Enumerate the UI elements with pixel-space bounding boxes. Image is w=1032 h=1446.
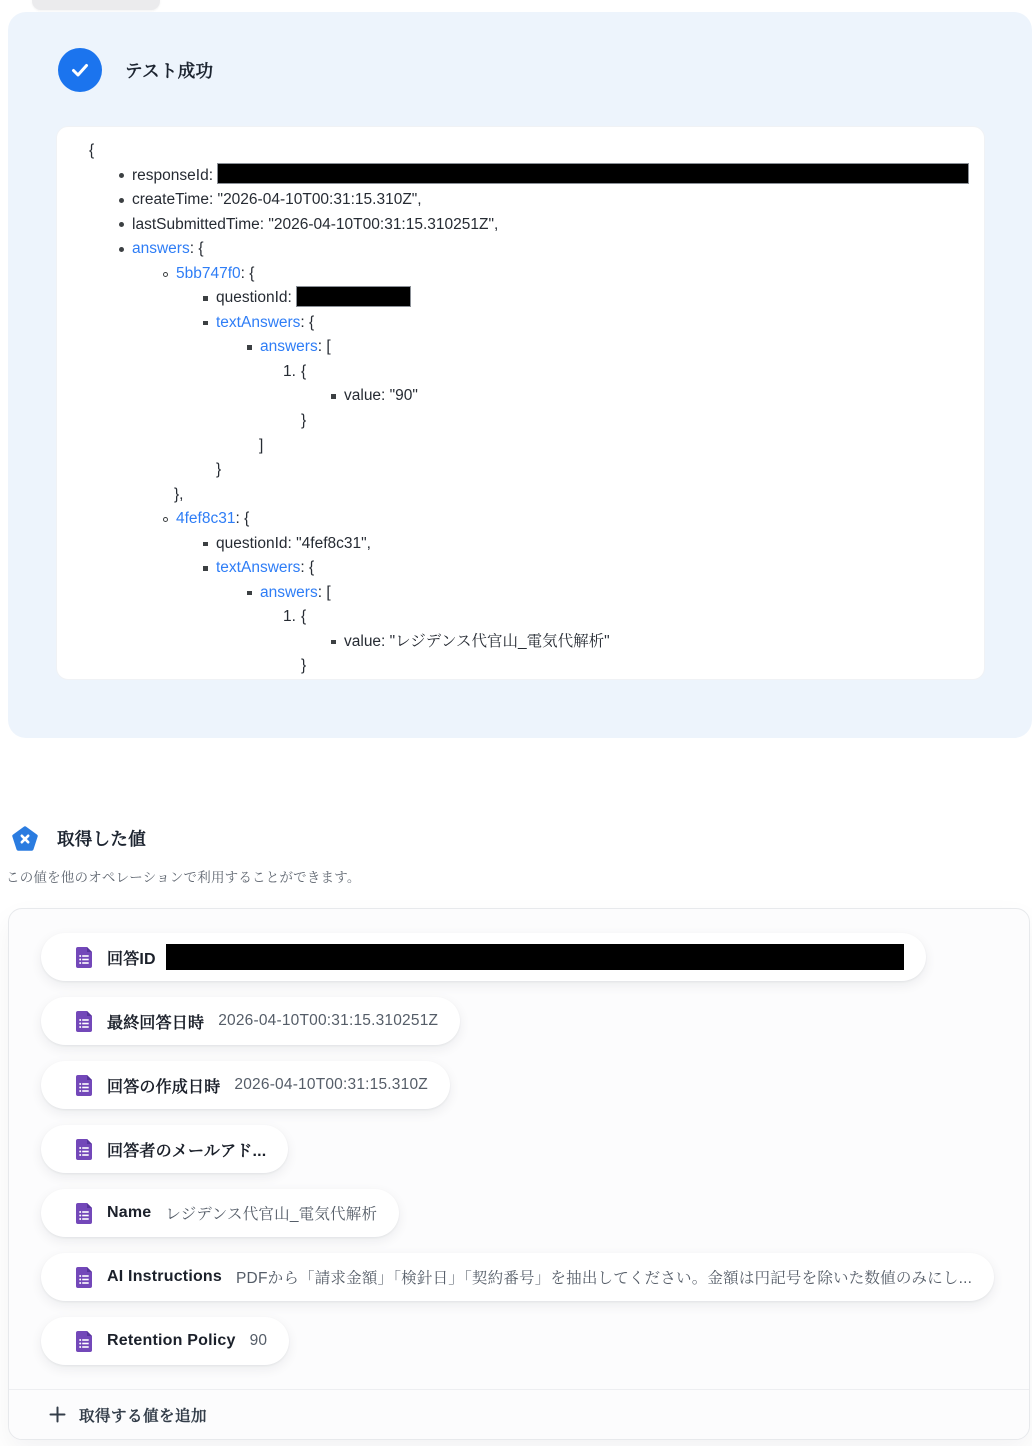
square-bullet-icon [327,630,340,655]
list-number: 1. [283,608,296,626]
value-chip-label: 回答の作成日時 [107,1078,221,1096]
value-chip[interactable] [41,933,926,981]
json-line [89,237,974,262]
json-line [89,335,974,360]
json-key-toggle[interactable]: textAnswers [216,559,301,577]
json-line [89,262,974,287]
list-number: 1. [283,362,296,380]
disc-bullet-icon [115,188,128,213]
value-chip-label: AI Instructions [107,1268,223,1285]
values-section-subtitle: この値を他のオペレーションで利用することができます。 [6,870,361,885]
square-bullet-icon [243,581,256,606]
json-line [89,311,974,336]
json-text: value: "90" [344,387,418,405]
value-chip-label: 回答者のメールアド... [107,1142,267,1160]
test-success-card [8,12,1032,738]
json-line [89,483,974,508]
values-section-title: 取得した値 [57,829,146,849]
json-line [89,360,974,385]
json-key-toggle[interactable]: answers [132,240,190,258]
json-text: lastSubmittedTime: "2026-04-10T00:31:15.310251Z", [132,215,499,233]
json-line [89,213,974,238]
value-chip-list [9,909,1029,1365]
json-line [89,654,974,679]
google-forms-icon [75,1202,93,1225]
json-text: } [301,412,307,430]
json-text: { [301,608,307,626]
square-bullet-icon [327,384,340,409]
square-bullet-icon [199,532,212,557]
pentagon-x-icon [12,826,38,851]
json-text: : [ [317,583,331,601]
json-text: { [301,362,307,380]
json-text: : { [300,559,315,577]
json-line [89,286,974,311]
value-chip-value: PDFから「請求金額」「検針日」「契約番号」を抽出してください。金額は円記号を除いた数値のみにし... [236,1270,973,1287]
json-text: : { [300,313,315,331]
value-chip-value: 90 [249,1332,268,1349]
json-text: ] [259,436,264,454]
json-text: : { [189,240,204,258]
json-text: } [216,461,222,479]
cutoff-element [32,0,160,10]
add-value-button[interactable] [9,1389,1029,1439]
value-chip[interactable] [41,997,460,1045]
disc-bullet-icon [115,237,128,262]
json-line [89,581,974,606]
json-line [89,605,974,630]
value-chip-label: Retention Policy [107,1332,236,1349]
json-line [89,188,974,213]
json-key-toggle[interactable]: answers [260,583,318,601]
redacted-value [296,286,411,307]
google-forms-icon [75,1074,93,1097]
json-line [89,532,974,557]
json-result-viewer[interactable] [56,126,985,680]
value-chip-value: レジデンス代官山_電気代解析 [165,1206,378,1223]
google-forms-icon [75,1266,93,1289]
value-chip-value: 2026-04-10T00:31:15.310251Z [218,1012,439,1029]
plus-icon [49,1406,66,1423]
json-line [89,434,974,459]
json-line [89,409,974,434]
json-text: questionId: "4fef8c31", [216,534,371,552]
json-key-toggle[interactable]: 4fef8c31 [176,510,236,528]
json-text: { [89,142,95,159]
json-text: questionId: [216,289,297,307]
square-bullet-icon [199,556,212,581]
success-title: テスト成功 [125,60,214,81]
value-chip[interactable] [41,1061,450,1109]
json-text: : { [235,510,250,528]
json-text: : { [240,264,255,282]
json-text: }, [174,485,184,503]
json-text: : [ [317,338,331,356]
json-text: createTime: "2026-04-10T00:31:15.310Z", [132,191,422,209]
disc-bullet-icon [115,164,128,189]
value-chip-label: 最終回答日時 [107,1014,205,1032]
json-key-toggle[interactable]: textAnswers [216,313,301,331]
json-line [89,384,974,409]
google-forms-icon [75,1010,93,1033]
redacted-value [166,944,904,970]
value-chip[interactable] [41,1125,288,1173]
json-key-toggle[interactable]: 5bb747f0 [176,264,241,282]
json-line [89,630,974,655]
value-chip[interactable] [41,1317,289,1365]
google-forms-icon [75,1330,93,1353]
values-section-header [12,826,146,851]
circle-bullet-icon [159,507,172,532]
json-line [89,164,974,189]
json-line [89,458,974,483]
google-forms-icon [75,1138,93,1161]
circle-bullet-icon [159,262,172,287]
redacted-value [217,163,969,184]
json-text: } [301,657,307,675]
success-header [8,12,1032,92]
json-key-toggle[interactable]: answers [260,338,318,356]
value-chip[interactable] [41,1189,399,1237]
json-line [89,139,974,164]
json-line [89,507,974,532]
value-chip-label: 回答ID [107,950,156,968]
value-chip-label: Name [107,1204,152,1221]
retrieved-values-card [8,908,1030,1440]
add-value-label: 取得する値を追加 [79,1407,208,1425]
value-chip-value: 2026-04-10T00:31:15.310Z [234,1076,428,1093]
json-text: responseId: [132,166,218,184]
value-chip[interactable] [41,1253,994,1301]
json-text: value: "レジデンス代官山_電気代解析" [344,632,610,650]
google-forms-icon [75,946,93,969]
square-bullet-icon [199,286,212,311]
success-check-icon [58,48,102,92]
square-bullet-icon [199,311,212,336]
disc-bullet-icon [115,213,128,238]
square-bullet-icon [243,335,256,360]
json-line [89,556,974,581]
